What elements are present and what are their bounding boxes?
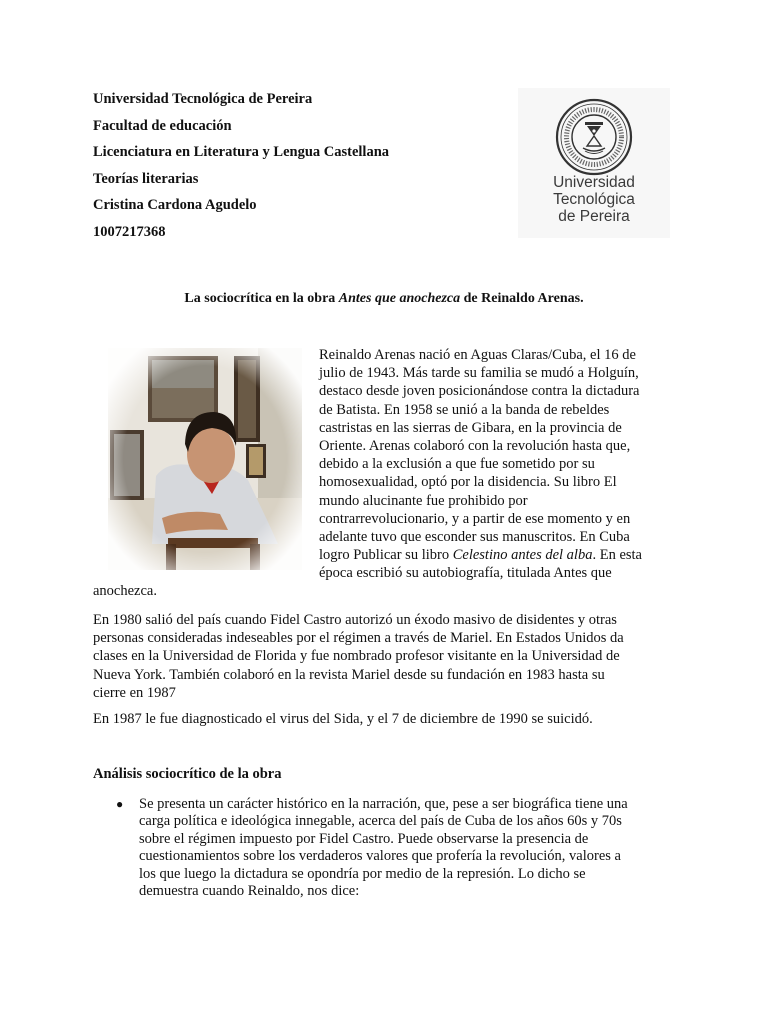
bio-line: contrarrevolucionario, y a partir de ese momento y en xyxy=(319,510,631,527)
bullet-line: cuestionamientos sobre los verdaderos valores que profería la revolución, valores a xyxy=(139,848,621,865)
bio-line: de Batista. En 1958 se unió a la banda de rebeldes xyxy=(319,401,610,418)
paragraph-line: En 1980 salió del país cuando Fidel Castro autorizó un éxodo masivo de disidentes y otras xyxy=(93,612,617,628)
book-title: Celestino antes del alba xyxy=(452,547,593,564)
title-work: Antes que anochezca xyxy=(338,291,461,306)
paragraph-line: cierre en 1987 xyxy=(93,684,176,701)
bullet-icon: ● xyxy=(116,797,124,811)
bio-line: anochezca. xyxy=(93,583,157,599)
title-prefix: La sociocrítica en la obra xyxy=(184,291,339,306)
university-name: Universidad Tecnológica de Pereira xyxy=(93,91,313,107)
section-heading: Análisis sociocrítico de la obra xyxy=(93,766,282,782)
bullet-line: sobre el régimen impuesto por Fidel Castro. Puede observarse la presencia de xyxy=(139,830,589,847)
bio-line: mundo alucinante fue prohibido por xyxy=(319,492,528,509)
title-suffix: de Reinaldo Arenas. xyxy=(460,291,584,306)
bio-line xyxy=(319,546,679,564)
paragraph-line: Nueva York. También colaboró en la revista Mariel desde su fundación en 1983 hasta su xyxy=(93,666,605,683)
bio-line: adelante tuvo que esconder sus manuscritos. En Cuba xyxy=(319,528,630,545)
bio-text: . En esta xyxy=(592,547,642,564)
logo-wordmark xyxy=(518,174,670,225)
essay-title xyxy=(0,291,768,307)
bio-text: logro Publicar su libro xyxy=(319,547,453,564)
bio-line: castristas en las sierras de Gibara, en la provincia de xyxy=(319,419,622,436)
header-block xyxy=(93,86,389,245)
author-name: Cristina Cardona Agudelo xyxy=(93,197,257,213)
bio-line: Reinaldo Arenas nació en Aguas Claras/Cuba, el 16 de xyxy=(319,347,636,363)
bullet-line: Se presenta un carácter histórico en la narración, que, pese a ser biográfica tiene una xyxy=(139,796,628,812)
bio-line: julio de 1943. Más tarde su familia se mudó a Holguín, xyxy=(319,365,639,382)
paragraph-line: En 1987 le fue diagnosticado el virus del Sida, y el 7 de diciembre de 1990 se suicidó. xyxy=(93,711,593,727)
bio-line: debido a la exclusión a que fue sometido por su xyxy=(319,456,595,473)
exile-paragraph xyxy=(93,611,683,702)
author-portrait xyxy=(108,348,302,570)
death-paragraph xyxy=(93,710,683,728)
university-logo xyxy=(518,88,670,238)
course-name: Teorías literarias xyxy=(93,170,199,187)
bio-line: Oriente. Arenas colaboró con la revolución hasta que, xyxy=(319,437,631,454)
bio-line: época escribió su autobiografía, titulada Antes que xyxy=(319,565,612,582)
faculty-name: Facultad de educación xyxy=(93,117,232,134)
program-name: Licenciatura en Literatura y Lengua Castellana xyxy=(93,144,390,160)
student-id: 1007217368 xyxy=(93,223,166,240)
biography-paragraph xyxy=(319,346,679,582)
bio-wrap-line xyxy=(93,582,683,600)
bullet-line: los que luego la dictadura se opondría por medio de la represión. Lo dicho se xyxy=(139,865,586,882)
bullet-line: demuestra cuando Reinaldo, nos dice: xyxy=(139,882,360,899)
logo-line: Universidad xyxy=(553,174,635,191)
paragraph-line: clases en la Universidad de Florida y fue nombrado profesor visitante en la Universidad de xyxy=(93,648,620,665)
bullet-item xyxy=(139,796,679,900)
logo-line: de Pereira xyxy=(558,208,630,225)
bio-line: destaco desde joven posicionándose contra la dictadura xyxy=(319,383,640,400)
bullet-line: carga política e ideológica innegable, acerca del país de Cuba de los años 60s y 70s xyxy=(139,813,622,830)
paragraph-line: personas consideradas indeseables por el régimen a través de Mariel. En Estados Unidos da xyxy=(93,630,624,647)
logo-line: Tecnológica xyxy=(553,191,635,208)
university-seal-icon xyxy=(555,98,633,176)
bio-line: homosexualidad, optó por la disidencia. Su libro El xyxy=(319,474,617,491)
